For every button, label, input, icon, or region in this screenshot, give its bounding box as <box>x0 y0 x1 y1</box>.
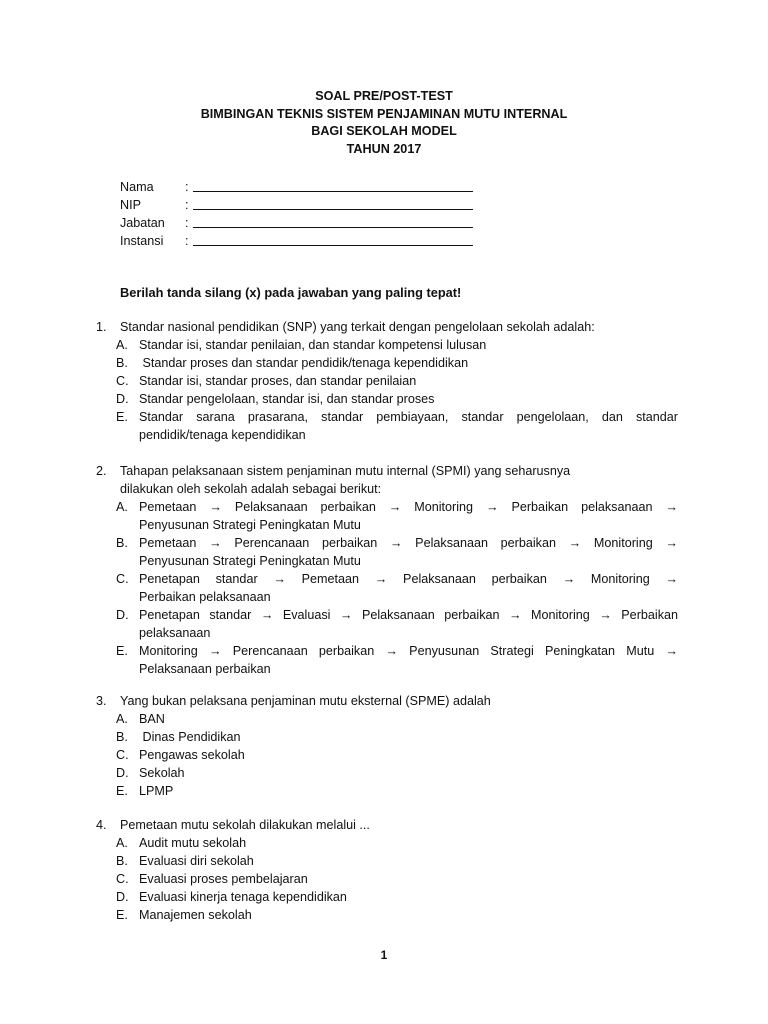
answer-option[interactable] <box>96 642 678 678</box>
option-letter: E. <box>116 644 128 658</box>
option-letter: A. <box>116 712 128 726</box>
question-4 <box>96 816 678 924</box>
answer-option[interactable] <box>96 408 678 444</box>
identity-label: Instansi <box>120 234 164 248</box>
question-number: 4. <box>96 818 107 832</box>
option-letter: B. <box>116 536 128 550</box>
option-text: Audit mutu sekolah <box>139 836 247 850</box>
option-text-continued: Perbaikan pelaksanaan <box>139 590 271 604</box>
identity-label: Nama <box>120 180 154 194</box>
option-letter: A. <box>116 338 128 352</box>
option-text: Pengawas sekolah <box>139 748 245 762</box>
question-stem <box>96 692 678 710</box>
question-stem <box>96 816 678 834</box>
answer-option[interactable] <box>96 852 678 870</box>
identity-label: Jabatan <box>120 216 165 230</box>
question-1 <box>96 318 678 444</box>
option-text-continued: Penyusunan Strategi Peningkatan Mutu <box>139 554 361 568</box>
option-text: Evaluasi kinerja tenaga kependidikan <box>139 890 347 904</box>
question-number: 2. <box>96 464 107 478</box>
document-header <box>0 88 768 158</box>
option-text: Standar isi, standar proses, dan standar penilaian <box>139 374 417 388</box>
answer-option[interactable] <box>96 870 678 888</box>
option-letter: B. <box>116 356 128 370</box>
option-text: Dinas Pendidikan <box>139 730 241 744</box>
identity-row-nip <box>120 196 480 214</box>
identity-colon: : <box>185 198 189 212</box>
option-letter: C. <box>116 748 129 762</box>
answer-option[interactable] <box>96 336 678 354</box>
instansi-blank-line[interactable] <box>193 245 473 246</box>
question-3 <box>96 692 678 800</box>
option-letter: C. <box>116 872 129 886</box>
answer-option[interactable] <box>96 728 678 746</box>
answer-option[interactable] <box>96 710 678 728</box>
option-text-continued: Penyusunan Strategi Peningkatan Mutu <box>139 518 361 532</box>
option-text: Manajemen sekolah <box>139 908 252 922</box>
option-text: Evaluasi diri sekolah <box>139 854 254 868</box>
option-text-continued: pelaksanaan <box>139 626 211 640</box>
answer-option[interactable] <box>96 570 678 606</box>
question-number: 3. <box>96 694 107 708</box>
option-text: Evaluasi proses pembelajaran <box>139 872 308 886</box>
identity-colon: : <box>185 216 189 230</box>
option-text-continued: Pelaksanaan perbaikan <box>139 662 271 676</box>
identity-colon: : <box>185 180 189 194</box>
option-text: Standar isi, standar penilaian, dan standar kompetensi lulusan <box>139 338 487 352</box>
answer-option[interactable] <box>96 906 678 924</box>
question-text: Tahapan pelaksanaan sistem penjaminan mutu internal (SPMI) yang seharusnya <box>120 464 571 478</box>
option-letter: D. <box>116 890 129 904</box>
question-number: 1. <box>96 320 107 334</box>
answer-option[interactable] <box>96 782 678 800</box>
option-letter: C. <box>116 374 129 388</box>
option-text: BAN <box>139 712 165 726</box>
identity-row-nama <box>120 178 480 196</box>
option-letter: C. <box>116 572 129 586</box>
answer-option[interactable] <box>96 764 678 782</box>
option-letter: A. <box>116 500 128 514</box>
question-stem <box>96 318 678 336</box>
identity-row-jabatan <box>120 214 480 232</box>
identity-form <box>120 178 480 250</box>
option-text: Standar sarana prasarana, standar pembiayaan, standar pengelolaan, dan standar <box>139 410 678 424</box>
header-line-2: BIMBINGAN TEKNIS SISTEM PENJAMINAN MUTU INTERNAL <box>200 106 568 121</box>
nama-blank-line[interactable] <box>193 191 473 192</box>
option-letter: B. <box>116 854 128 868</box>
option-letter: D. <box>116 392 129 406</box>
question-text-continued: dilakukan oleh sekolah adalah sebagai berikut: <box>120 482 382 496</box>
option-text: Standar proses dan standar pendidik/tenaga kependidikan <box>139 356 469 370</box>
nip-blank-line[interactable] <box>193 209 473 210</box>
option-letter: D. <box>116 608 129 622</box>
answer-option[interactable] <box>96 354 678 372</box>
answer-option[interactable] <box>96 746 678 764</box>
option-text: LPMP <box>139 784 174 798</box>
option-text-continued: pendidik/tenaga kependidikan <box>139 428 306 442</box>
option-letter: D. <box>116 766 129 780</box>
answer-option[interactable] <box>96 390 678 408</box>
instruction-text: Berilah tanda silang (x) pada jawaban yang paling tepat! <box>120 285 462 300</box>
identity-row-instansi <box>120 232 480 250</box>
page-number: 1 <box>380 948 388 962</box>
answer-option[interactable] <box>96 498 678 534</box>
option-letter: E. <box>116 908 128 922</box>
answer-option[interactable] <box>96 888 678 906</box>
question-text: Pemetaan mutu sekolah dilakukan melalui ... <box>120 818 370 832</box>
question-stem <box>96 462 678 498</box>
identity-label: NIP <box>120 198 141 212</box>
option-text: Penetapan standar → Evaluasi → Pelaksanaan perbaikan → Monitoring → Perbaikan <box>139 608 678 622</box>
answer-option[interactable] <box>96 834 678 852</box>
jabatan-blank-line[interactable] <box>193 227 473 228</box>
option-text: Monitoring → Perencanaan perbaikan → Penyusunan Strategi Peningkatan Mutu → <box>139 644 678 658</box>
option-letter: E. <box>116 784 128 798</box>
option-text: Standar pengelolaan, standar isi, dan standar proses <box>139 392 435 406</box>
option-text: Sekolah <box>139 766 185 780</box>
question-text: Yang bukan pelaksana penjaminan mutu eksternal (SPME) adalah <box>120 694 491 708</box>
answer-option[interactable] <box>96 372 678 390</box>
answer-option[interactable] <box>96 534 678 570</box>
answer-option[interactable] <box>96 606 678 642</box>
option-text: Pemetaan → Perencanaan perbaikan → Pelaksanaan perbaikan → Monitoring → <box>139 536 678 550</box>
option-letter: A. <box>116 836 128 850</box>
header-line-4: TAHUN 2017 <box>346 141 422 156</box>
header-line-3: BAGI SEKOLAH MODEL <box>311 124 457 138</box>
header-line-1: SOAL PRE/POST-TEST <box>315 89 453 103</box>
option-letter: E. <box>116 410 128 424</box>
identity-colon: : <box>185 234 189 248</box>
option-text: Pemetaan → Pelaksanaan perbaikan → Monitoring → Perbaikan pelaksanaan → <box>139 500 678 514</box>
option-text: Penetapan standar → Pemetaan → Pelaksanaan perbaikan → Monitoring → <box>139 572 678 586</box>
question-text: Standar nasional pendidikan (SNP) yang terkait dengan pengelolaan sekolah adalah: <box>120 320 595 334</box>
option-letter: B. <box>116 730 128 744</box>
question-2 <box>96 462 678 678</box>
